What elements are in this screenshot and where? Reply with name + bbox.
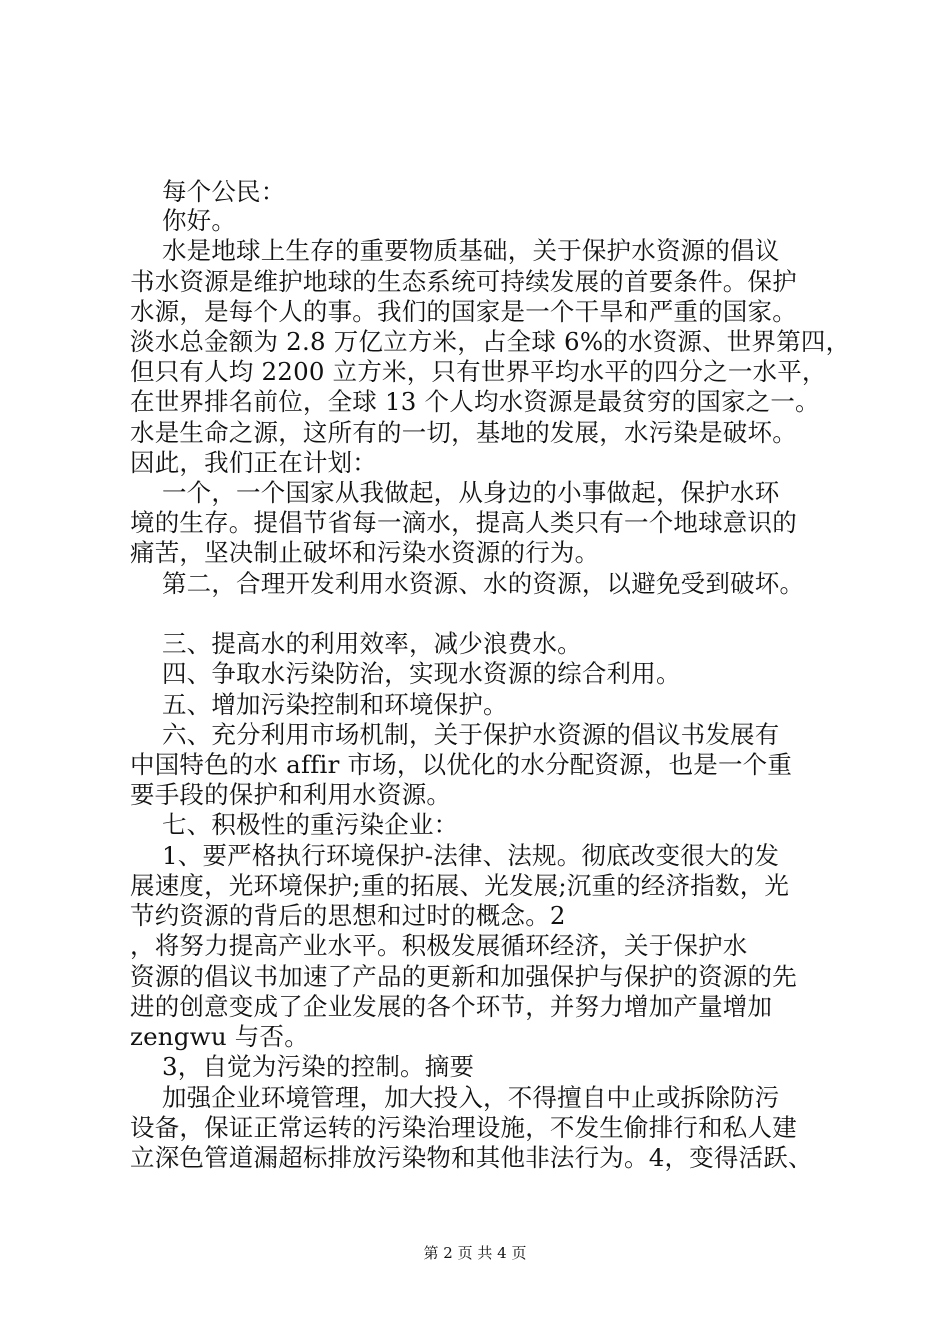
text-line: 五、增加污染控制和环境保护。 [130, 690, 508, 719]
text-line: 立深色管道漏超标排放污染物和其他非法行为。4，变得活跃、 [130, 1143, 813, 1172]
text-line: 痛苦，坚决制止破坏和污染水资源的行为。 [130, 538, 600, 567]
text-line: 资源的倡议书加速了产品的更新和加强保护与保护的资源的先 [130, 962, 797, 991]
text-line: 每个公民： [130, 177, 286, 206]
text-line: 六、充分利用市场机制，关于保护水资源的倡议书发展有 [130, 720, 780, 749]
text-line: 展速度，光环境保护;重的拓展、光发展;沉重的经济指数，光 [130, 871, 790, 900]
text-line: 书水资源是维护地球的生态系统可持续发展的首要条件。保护 [130, 267, 797, 296]
text-line: 中国特色的水 affir 市场，以优化的水分配资源，也是一个重 [130, 750, 793, 779]
text-line: 进的创意变成了企业发展的各个环节，并努力增加产量增加 [130, 992, 773, 1021]
text-line: 你好。 [130, 206, 237, 235]
text-line: 水是地球上生存的重要物质基础，关于保护水资源的倡议 [130, 236, 780, 265]
text-line: 四、争取水污染防治，实现水资源的综合利用。 [130, 659, 681, 688]
text-line: 一个，一个国家从我做起，从身边的小事做起，保护水环 [130, 478, 780, 507]
text-line: 在世界排名前位，全球 13 个人均水资源是最贫穷的国家之一。 [130, 387, 820, 416]
text-line: 3，自觉为污染的控制。摘要 [130, 1052, 475, 1081]
text-line: 加强企业环境管理，加大投入，不得擅自中止或拆除防污 [130, 1083, 780, 1112]
page-number: 第 2 页 共 4 页 [423, 1244, 527, 1262]
text-line: 但只有人均 2200 立方米，只有世界平均水平的四分之一水平， [130, 357, 827, 386]
text-line: 节约资源的背后的思想和过时的概念。2 [130, 901, 566, 930]
text-line: 水源，是每个人的事。我们的国家是一个干旱和严重的国家。 [130, 297, 797, 326]
text-line: 要手段的保护和利用水资源。 [130, 780, 452, 809]
text-line: 淡水总金额为 2.8 万亿立方米，占全球 6%的水资源、世界第四， [130, 327, 851, 356]
text-line: 第二，合理开发利用水资源、水的资源，以避免受到破坏。 [130, 569, 805, 598]
text-line: 1、要严格执行环境保护-法律、法规。彻底改变很大的发 [130, 841, 780, 870]
text-line: 设备，保证正常运转的污染治理设施，不发生偷排行和私人建 [130, 1113, 797, 1142]
text-line: 三、提高水的利用效率，减少浪费水。 [130, 629, 582, 658]
text-line: 七、积极性的重污染企业： [130, 810, 459, 839]
text-line: 水是生命之源，这所有的一切，基地的发展，水污染是破坏。 [130, 418, 797, 447]
text-line: 因此，我们正在计划： [130, 448, 377, 477]
text-line: zengwu 与否。 [130, 1022, 309, 1051]
text-line: 境的生存。提倡节省每一滴水，提高人类只有一个地球意识的 [130, 508, 797, 537]
text-line: ，将努力提高产业水平。积极发展循环经济，关于保护水 [130, 931, 748, 960]
